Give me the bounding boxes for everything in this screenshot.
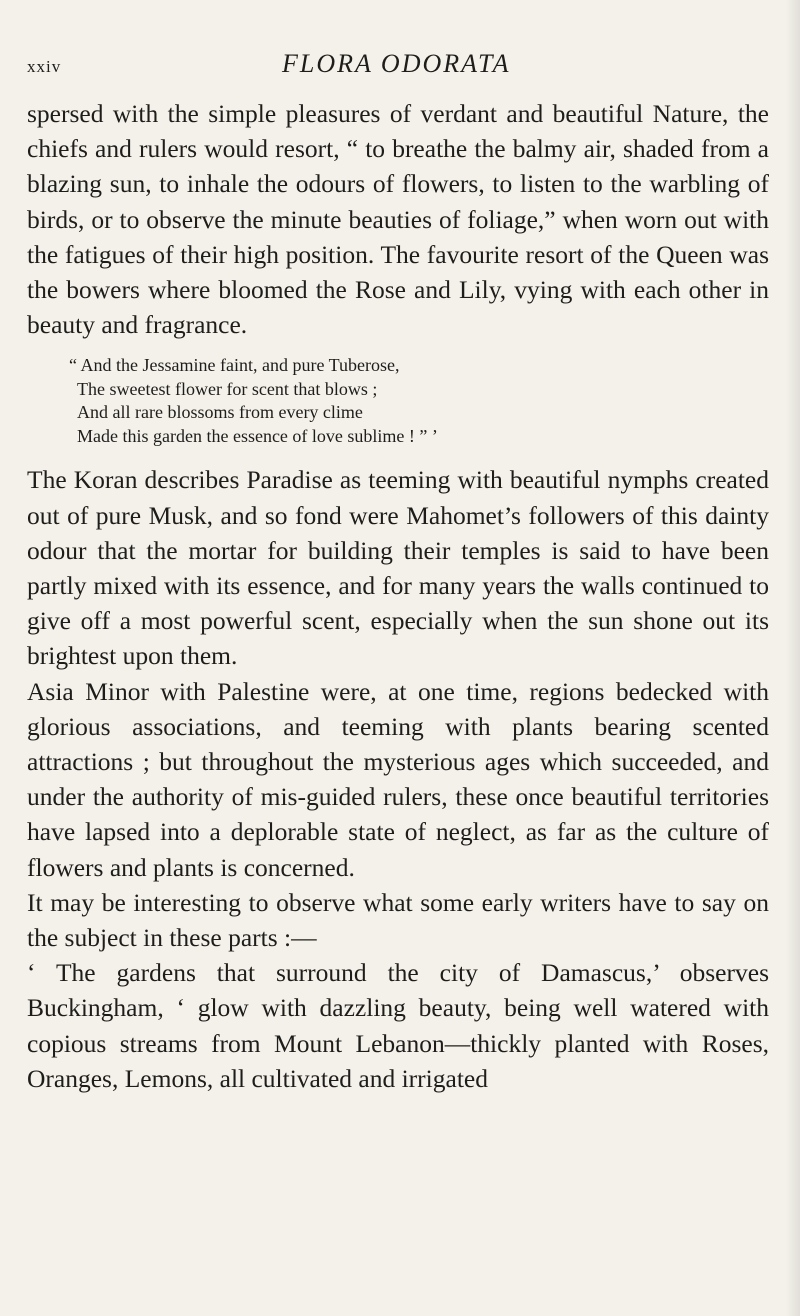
paragraph-5: ‘ The gardens that surround the city of Damascus,’ observes Buckingham, ‘ glow with dazzling beauty, being well watered with copious streams from Mount Lebanon—thickly planted with Roses, Oranges, Lemons, all cultivated and irrigated — [27, 958, 769, 1093]
body-text — [27, 96, 769, 1096]
running-title: FLORA ODORATA — [282, 49, 511, 78]
page-edge-shadow — [786, 0, 800, 1316]
paragraph-4: It may be interesting to observe what some early writers have to say on the subject in these parts :— — [27, 887, 769, 953]
page-number: xxiv — [27, 57, 62, 76]
verse-line-3: And all rare blossoms from every clime — [77, 402, 363, 423]
verse-line-4: Made this garden the essence of love sublime ! ” ’ — [77, 425, 438, 446]
paragraph-1: spersed with the simple pleasures of verdant and beautiful Nature, the chiefs and rulers would resort, “ to breathe the balmy air, shaded from a blazing sun, to inhale the odours of flowers, to listen to the warbling of birds, or to observe the minute beauties of foliage,” when worn out with the fatigues of their high position. The favourite resort of the Queen was the bowers where bloomed the Rose and Lily, vying with each other in beauty and fragrance. — [27, 99, 769, 340]
page-header — [27, 47, 767, 83]
paragraph-3: Asia Minor with Palestine were, at one time, regions bedecked with glorious associations, and teeming with plants bearing scented attractions ; but throughout the mysterious ages which succeeded, and under the authority of mis-guided rulers, these once beautiful territories have lapsed into a deplorable state of neglect, as far as the culture of flowers and plants is concerned. — [27, 676, 769, 882]
verse-line-1: “ And the Jessamine faint, and pure Tuberose, — [69, 355, 400, 376]
paragraph-2: The Koran describes Paradise as teeming with beautiful nymphs created out of pure Musk, and so fond were Mahomet’s followers of this dainty odour that the mortar for building their temples is said to have been partly mixed with its essence, and for many years the walls continued to give off a most powerful scent, especially when the sun shone out its brightest upon them. — [27, 465, 769, 671]
quoted-verse — [69, 354, 769, 448]
verse-line-2: The sweetest flower for scent that blows ; — [77, 378, 378, 399]
